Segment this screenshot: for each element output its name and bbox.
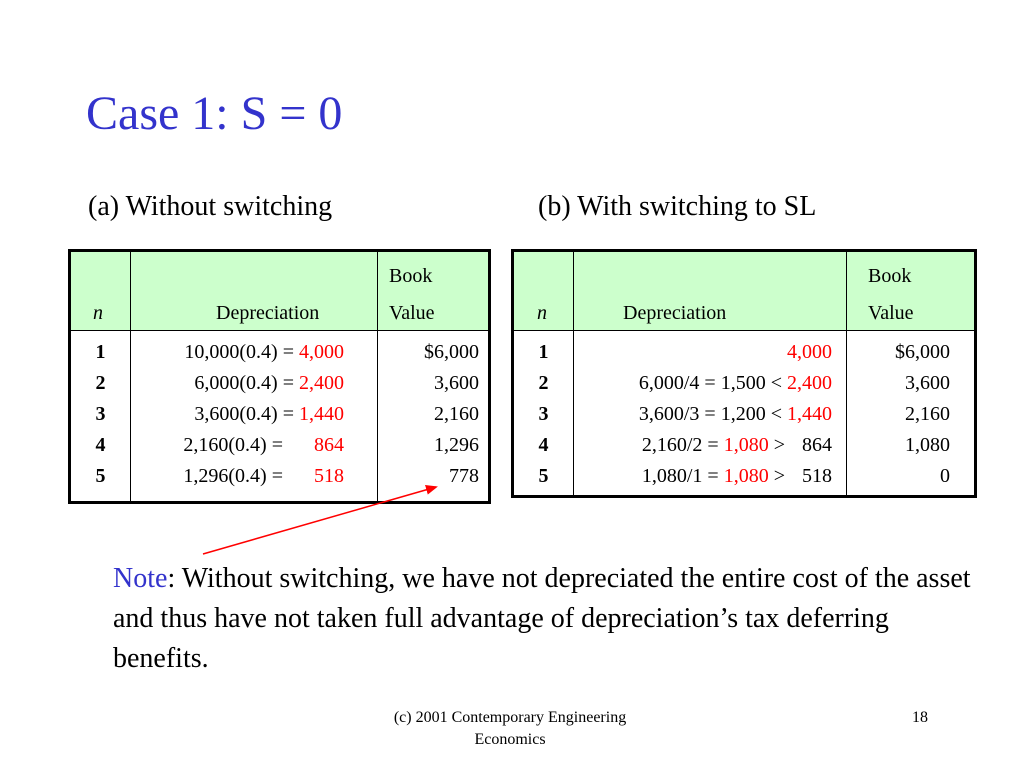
table-cell-n: 1 [95,341,106,363]
table-cell-book-value: $6,000 [424,341,479,363]
header-value: Value [868,302,914,324]
header-book: Book [868,265,912,287]
footer-copyright [340,707,680,751]
header-n: n [537,302,547,324]
subtitle-without-switching: (a) Without switching [88,191,333,222]
page-number: 18 [912,709,928,726]
slide-title: Case 1: S = 0 [86,87,343,140]
depreciation-amount: 1,440 [787,403,832,425]
footer-line-1: (c) 2001 Contemporary Engineering [393,709,627,726]
table-cell-depreciation: 6,000(0.4) = 2,400 [194,372,344,394]
header-depreciation: Depreciation [623,302,727,324]
table-cell-book-value: 1,296 [434,434,479,456]
table-cell-book-value: 778 [449,465,479,487]
table-cell-depreciation: 1,296(0.4) = 518 [131,461,344,492]
note-text: : Without switching, we have not depreciated the entire cost of the asset and thus have not taken full advantage of depreciation’s tax deferring benefits. [113,563,971,674]
table-cell-depreciation: 2,160/2 = 1,080 > 864 [641,434,832,456]
arrow-line [203,487,436,554]
table-cell-n: 1 [538,341,549,363]
depreciation-amount: 864 [314,434,344,456]
table-cell-depreciation: 3,600/3 = 1,200 < 1,440 [638,403,832,425]
table-cell-n: 5 [95,465,106,487]
table-cell-depreciation: 10,000(0.4) = 4,000 [184,341,344,363]
table-cell-book-value: 0 [940,465,950,487]
table-cell-n: 2 [95,372,106,394]
table-cell-book-value: $6,000 [895,341,950,363]
table-cell-depreciation: 2,160(0.4) = 864 [131,430,344,461]
table-cell-n: 4 [538,434,549,456]
table-cell-n: 5 [538,465,549,487]
depreciation-amount: 1,440 [299,403,344,425]
table-cell-depreciation: 6,000/4 = 1,500 < 2,400 [638,372,832,394]
subtitle-with-switching: (b) With switching to SL [538,191,817,222]
note-label: Note [113,563,168,594]
table-cell-n: 2 [538,372,549,394]
header-n: n [93,302,103,324]
table-cell-depreciation: 3,600(0.4) = 1,440 [194,403,344,425]
depreciation-amount: 4,000 [299,341,344,363]
table-cell-book-value: 3,600 [905,372,950,394]
depreciation-amount: 1,080 [723,465,769,487]
table-cell-depreciation: 1,080/1 = 1,080 > 518 [641,465,832,487]
note-paragraph [113,559,973,679]
depreciation-amount: 4,000 [787,341,832,363]
depreciation-amount: 518 [314,465,344,487]
table-cell-n: 4 [95,434,106,456]
footer-line-2: Economics [474,731,546,748]
table-cell-book-value: 3,600 [434,372,479,394]
depreciation-amount: 1,080 [723,434,769,456]
table-cell-book-value: 2,160 [434,403,479,425]
depreciation-amount: 2,400 [299,372,344,394]
header-book: Book [389,265,433,287]
table-cell-book-value: 1,080 [905,434,950,456]
table-cell-n: 3 [95,403,106,425]
header-depreciation: Depreciation [216,302,320,324]
depreciation-amount: 2,400 [787,372,832,394]
table-cell-book-value: 2,160 [905,403,950,425]
table-cell-n: 3 [538,403,549,425]
header-value: Value [389,302,435,324]
